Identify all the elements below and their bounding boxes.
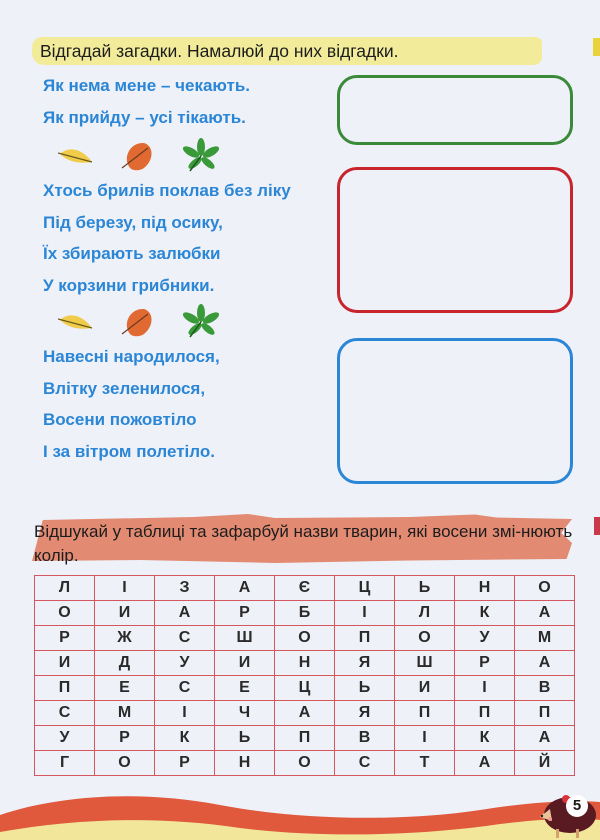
grid-cell[interactable]: І — [95, 576, 155, 601]
grid-cell[interactable]: Ь — [215, 726, 275, 751]
grid-cell[interactable]: О — [515, 576, 575, 601]
riddle-line: Навесні народилося, — [43, 347, 220, 366]
grid-cell[interactable]: Н — [215, 751, 275, 776]
section-tab-red — [594, 517, 600, 535]
grid-cell[interactable]: У — [35, 726, 95, 751]
grid-row — [35, 576, 575, 601]
grid-cell[interactable]: В — [515, 676, 575, 701]
grid-cell[interactable]: І — [455, 676, 515, 701]
grid-cell[interactable]: А — [515, 651, 575, 676]
grid-cell[interactable]: О — [395, 626, 455, 651]
grid-cell[interactable]: М — [515, 626, 575, 651]
yellow-leaf-icon — [58, 146, 94, 168]
grid-cell[interactable]: К — [155, 726, 215, 751]
answer-box-green[interactable] — [337, 75, 573, 145]
section-tab-yellow — [593, 38, 600, 56]
grid-cell[interactable]: У — [155, 651, 215, 676]
grid-cell[interactable]: І — [395, 726, 455, 751]
grid-cell[interactable]: О — [35, 601, 95, 626]
grid-cell[interactable]: Я — [335, 701, 395, 726]
grid-row — [35, 601, 575, 626]
grid-cell[interactable]: Є — [275, 576, 335, 601]
leaf-decoration-row — [58, 304, 228, 340]
orange-leaf-icon — [120, 306, 156, 338]
grid-cell[interactable]: Л — [35, 576, 95, 601]
grid-cell[interactable]: Р — [155, 751, 215, 776]
chestnut-leaf-icon — [182, 138, 220, 174]
leaf-decoration-row — [58, 138, 228, 174]
grid-cell[interactable]: І — [155, 701, 215, 726]
grid-cell[interactable]: Ш — [215, 626, 275, 651]
grid-cell[interactable]: Р — [35, 626, 95, 651]
grid-cell[interactable]: А — [215, 576, 275, 601]
grid-cell[interactable]: С — [335, 751, 395, 776]
riddle-3 — [43, 341, 220, 467]
grid-row — [35, 626, 575, 651]
grid-cell[interactable]: Ш — [395, 651, 455, 676]
grid-cell[interactable]: Ц — [275, 676, 335, 701]
grid-cell[interactable]: Ь — [395, 576, 455, 601]
grid-cell[interactable]: Р — [455, 651, 515, 676]
riddle-2 — [43, 175, 291, 301]
grid-cell[interactable]: П — [275, 726, 335, 751]
grid-cell[interactable]: Е — [215, 676, 275, 701]
grid-cell[interactable]: Д — [95, 651, 155, 676]
riddle-line: І за вітром полетіло. — [43, 441, 215, 461]
grid-cell[interactable]: Е — [95, 676, 155, 701]
footer-wave — [0, 790, 600, 840]
grid-cell[interactable]: Р — [95, 726, 155, 751]
grid-cell[interactable]: Я — [335, 651, 395, 676]
answer-box-red[interactable] — [337, 167, 573, 313]
grid-row — [35, 726, 575, 751]
riddle-line: Восени пожовтіло — [43, 410, 197, 429]
grid-cell[interactable]: А — [515, 601, 575, 626]
riddle-line: Як нема мене – чекають. — [43, 76, 251, 95]
riddle-line: Під березу, під осику, — [43, 212, 223, 232]
grid-cell[interactable]: А — [155, 601, 215, 626]
grid-cell[interactable]: Н — [275, 651, 335, 676]
riddle-1 — [43, 70, 250, 133]
grid-cell[interactable]: П — [395, 701, 455, 726]
hedgehog-icon — [520, 785, 600, 840]
page-number: 5 — [566, 795, 588, 817]
grid-cell[interactable]: Т — [395, 751, 455, 776]
grid-cell[interactable]: С — [155, 626, 215, 651]
grid-cell[interactable]: П — [515, 701, 575, 726]
grid-cell[interactable]: О — [275, 626, 335, 651]
chestnut-leaf-icon — [182, 304, 220, 340]
grid-row — [35, 701, 575, 726]
grid-cell[interactable]: С — [35, 701, 95, 726]
answer-box-blue[interactable] — [337, 338, 573, 484]
grid-cell[interactable]: В — [335, 726, 395, 751]
grid-cell[interactable]: А — [455, 751, 515, 776]
word-search-grid — [34, 575, 575, 776]
yellow-leaf-icon — [58, 312, 94, 334]
grid-cell[interactable]: И — [395, 676, 455, 701]
grid-cell[interactable]: Ь — [335, 676, 395, 701]
riddle-line: Влітку зеленилося, — [43, 378, 206, 398]
grid-row — [35, 651, 575, 676]
grid-cell[interactable]: З — [155, 576, 215, 601]
grid-cell[interactable]: У — [455, 626, 515, 651]
grid-cell[interactable]: Ж — [95, 626, 155, 651]
riddle-line: Як прийду – усі тікають. — [43, 107, 246, 127]
grid-cell[interactable]: О — [275, 751, 335, 776]
grid-cell[interactable]: П — [335, 626, 395, 651]
grid-cell[interactable]: Н — [455, 576, 515, 601]
grid-cell[interactable]: А — [275, 701, 335, 726]
orange-leaf-icon — [120, 140, 156, 172]
riddle-line: У корзини грибники. — [43, 275, 215, 295]
grid-cell[interactable]: О — [95, 751, 155, 776]
grid-row — [35, 676, 575, 701]
grid-cell[interactable]: Р — [215, 601, 275, 626]
grid-cell[interactable]: Й — [515, 751, 575, 776]
grid-cell[interactable]: А — [515, 726, 575, 751]
grid-cell[interactable]: Б — [275, 601, 335, 626]
grid-cell[interactable]: И — [95, 601, 155, 626]
riddle-line: Їх збирають залюбки — [43, 244, 221, 263]
grid-cell[interactable]: Ц — [335, 576, 395, 601]
grid-cell[interactable]: Л — [395, 601, 455, 626]
grid-cell[interactable]: М — [95, 701, 155, 726]
grid-cell[interactable]: И — [215, 651, 275, 676]
grid-cell[interactable]: И — [35, 651, 95, 676]
riddle-line: Хтось брилів поклав без ліку — [43, 181, 291, 200]
grid-cell[interactable]: І — [335, 601, 395, 626]
grid-cell[interactable]: К — [455, 601, 515, 626]
grid-cell[interactable]: Ч — [215, 701, 275, 726]
grid-row — [35, 751, 575, 776]
grid-cell[interactable]: К — [455, 726, 515, 751]
task1-instruction: Відгадай загадки. Намалюй до них відгадки. — [40, 41, 399, 61]
task2-instruction: Відшукай у таблиці та зафарбуй назви тварин, які восени змі-нюють колір. — [34, 522, 573, 565]
grid-cell[interactable]: П — [455, 701, 515, 726]
grid-cell[interactable]: Г — [35, 751, 95, 776]
grid-cell[interactable]: П — [35, 676, 95, 701]
grid-cell[interactable]: С — [155, 676, 215, 701]
